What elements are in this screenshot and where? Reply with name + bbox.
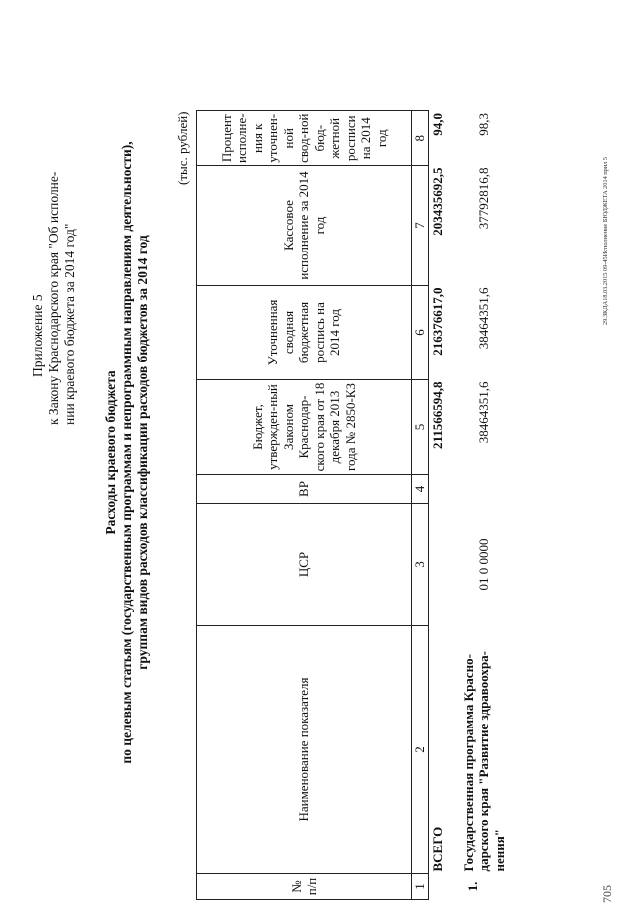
column-number: 3 xyxy=(412,504,429,626)
total-label: ВСЕГО xyxy=(429,826,445,872)
document-title xyxy=(103,0,151,905)
total-percent: 94,0 xyxy=(429,112,445,136)
header-cell: ЦСР xyxy=(197,504,412,626)
table-row xyxy=(447,111,508,900)
column-number: 6 xyxy=(412,286,429,380)
title-line: группам видов расходов классификации расходов бюджетов за 2014 год xyxy=(135,235,150,670)
row-refined: 38464351,6 xyxy=(476,287,491,350)
row-name-line: дарского края "Развитие здравоохра- xyxy=(476,651,491,872)
column-number-row xyxy=(412,111,429,900)
row-name-line: Государственная программа Красно- xyxy=(460,654,476,872)
appendix-line: к Закону Краснодарского края "Об исполне- xyxy=(46,171,61,425)
total-approved: 211566594,8 xyxy=(429,381,445,450)
title-line: Расходы краевого бюджета xyxy=(103,370,118,535)
header-cell: Бюджет, утвержден-ный Законом Краснодар-ского края от 18 декабря 2013 года № 2850-КЗ xyxy=(197,380,412,475)
column-number: 2 xyxy=(412,626,429,874)
header-cell: Процент исполне-ния к уточнен-ной свод-ной бюд-жетной росписи на 2014 год xyxy=(197,111,412,166)
appendix-line: нии краевого бюджета за 2014 год" xyxy=(62,223,77,425)
row-percent: 98,3 xyxy=(476,112,491,136)
total-refined: 216376617,0 xyxy=(429,287,445,356)
file-footnote: 29.ЗКДА18.03.2015 09-45Исполнение БЮДЖЕТА 2014 прил 5 xyxy=(602,157,609,325)
row-name-line: нения" xyxy=(491,829,507,872)
column-number: 4 xyxy=(412,475,429,504)
appendix-line: Приложение 5 xyxy=(30,294,45,377)
table-header-row xyxy=(197,111,412,900)
row-number: 1. xyxy=(464,881,480,892)
column-number: 1 xyxy=(412,874,429,900)
page-number: 705 xyxy=(600,885,614,903)
column-number: 5 xyxy=(412,380,429,475)
budget-table xyxy=(196,110,507,900)
header-cell: Наименование показателя xyxy=(197,626,412,874)
units-label: (тыс. рублей) xyxy=(175,111,190,185)
column-number: 8 xyxy=(412,111,429,166)
column-number: 7 xyxy=(412,166,429,286)
row-executed: 37792816,8 xyxy=(476,167,491,230)
header-cell: ВР xyxy=(197,475,412,504)
total-executed: 203435692,5 xyxy=(429,167,445,236)
title-line: по целевым статьям (государственным программам и непрограммным направлениям деятельности), xyxy=(119,141,134,764)
header-cell: Уточненная сводная бюджетная роспись на 2014 год xyxy=(197,286,412,380)
appendix-note xyxy=(30,95,78,425)
table-row xyxy=(428,111,447,900)
row-name xyxy=(447,626,508,874)
header-cell: № п/п xyxy=(197,874,412,900)
header-cell: Кассовое исполнение за 2014 год xyxy=(197,166,412,286)
row-approved: 38464351,6 xyxy=(476,381,491,444)
row-csr: 01 0 0000 xyxy=(476,538,491,591)
